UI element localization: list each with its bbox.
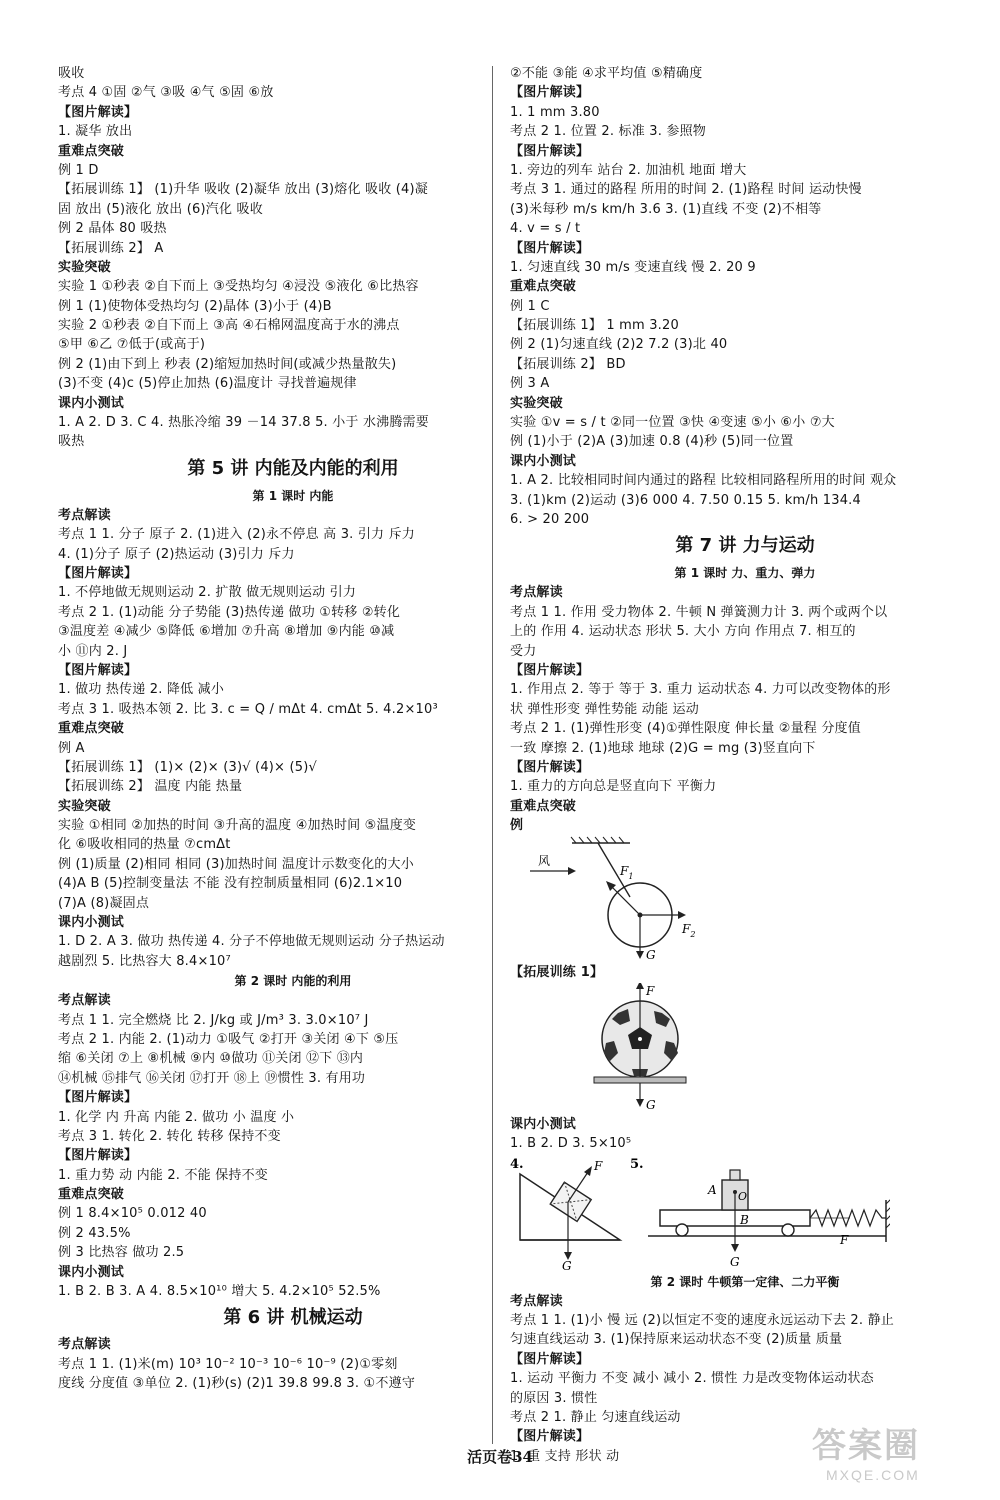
answer-line: 考点 3 1. 吸热本领 2. 比 3. c = Q / mΔt 4. cmΔt 5. 4.2×10³ xyxy=(58,701,438,717)
watermark-title: 答案圈 xyxy=(812,1427,920,1465)
answer-line: 例 2 (1)由下到上 秒表 (2)缩短加热时间(或减少热量散失) xyxy=(58,356,397,372)
lesson-subtitle: 第 2 课时 内能的利用 xyxy=(234,974,352,989)
answer-line: 3. (1)km (2)运动 (3)6 000 4. 7.50 0.15 5. km/h 134.4 xyxy=(510,492,861,508)
section-heading: 【图片解读】 xyxy=(510,662,590,678)
answer-line: 1. A 2. 比较相同时间内通过的路程 比较相同路程所用的时间 观众 xyxy=(510,473,897,489)
answer-line: 匀速直线运动 3. (1)保持原来运动状态不变 (2)质量 质量 xyxy=(510,1332,843,1348)
section-heading: 考点解读 xyxy=(510,585,563,601)
q5-number: 5. xyxy=(630,1156,644,1172)
answer-line: 【拓展训练 1】 (1)升华 吸收 (2)凝华 放出 (3)熔化 吸收 (4)凝 xyxy=(58,182,428,198)
answer-line: 1. 运动 平衡力 不变 减小 减小 2. 惯性 力是改变物体运动状态 xyxy=(510,1371,874,1387)
answer-line: (4)A B (5)控制变量法 不能 没有控制质量相同 (6)2.1×10 xyxy=(58,876,403,892)
answer-line: 1. B 2. B 3. A 4. 8.5×10¹⁰ 增大 5. 4.2×10⁵ 52.5% xyxy=(58,1284,381,1300)
section-heading: 【图片解读】 xyxy=(510,143,590,159)
f1-label: $F_1$ xyxy=(620,864,634,882)
answer-line: 吸热 xyxy=(58,434,85,450)
answer-line: 实验 1 ①秒表 ②自下而上 ③受热均匀 ④浸没 ⑤液化 ⑥比热容 xyxy=(58,279,419,295)
answer-line: 越剧烈 5. 比热容大 8.4×10⁷ xyxy=(58,953,231,969)
answer-line: 小 ⑪内 2. J xyxy=(58,643,128,659)
section-heading: 课内小测试 xyxy=(58,1264,125,1280)
q5-o-label: O xyxy=(738,1189,748,1203)
answer-line: 考点 2 1. (1)动能 分子势能 (3)热传递 做功 ①转移 ②转化 xyxy=(58,604,401,620)
answer-line: 例 1 D xyxy=(58,162,99,178)
section-heading: 课内小测试 xyxy=(58,915,125,931)
answer-line: 考点 1 1. 完全燃烧 比 2. J/kg 或 J/m³ 3. 3.0×10⁷ J xyxy=(58,1012,369,1028)
answer-line: 例 2 晶体 80 吸热 xyxy=(58,221,167,237)
answer-line: 考点 3 1. 通过的路程 所用的时间 2. (1)路程 时间 运动快慢 xyxy=(510,182,862,198)
section-heading: 【图片解读】 xyxy=(58,565,138,581)
answer-line: 考点 2 1. (1)弹性形变 (4)①弹性限度 伸长量 ②量程 分度值 xyxy=(510,721,861,737)
answer-line: 例 2 (1)匀速直线 (2)2 7.2 (3)北 40 xyxy=(510,337,728,353)
lecture-title: 第 5 讲 内能及内能的利用 xyxy=(187,457,399,479)
incline-cart-diagram xyxy=(510,1154,890,1272)
wind-label: 风 xyxy=(538,854,551,869)
answer-line: 1. 匀速直线 30 m/s 变速直线 慢 2. 20 9 xyxy=(510,259,756,275)
section-heading: 实验突破 xyxy=(58,798,111,814)
answer-line: 【拓展训练 2】 A xyxy=(58,240,164,256)
f2-label: $F_2$ xyxy=(682,922,696,940)
lesson-subtitle: 第 1 课时 力、重力、弹力 xyxy=(674,566,816,581)
ball-g-label: G xyxy=(646,1097,656,1112)
answer-line: (3)不变 (4)c (5)停止加热 (6)温度计 寻找普遍规律 xyxy=(58,376,357,392)
section-heading: 考点解读 xyxy=(58,507,111,523)
answer-line: 考点 1 1. (1)米(m) 10³ 10⁻² 10⁻³ 10⁻⁶ 10⁻⁹ (2)①零刻 xyxy=(58,1356,398,1372)
section-heading: 【图片解读】 xyxy=(510,85,590,101)
answer-line: 【拓展训练 1】 1 mm 3.20 xyxy=(510,318,679,334)
answer-line: 例 (1)小于 (2)A (3)加速 0.8 (4)秒 (5)同一位置 xyxy=(510,434,794,450)
answer-line: 1. 1 mm 3.80 xyxy=(510,104,600,120)
answer-line: 例 1 C xyxy=(510,298,550,314)
answer-line: 例 3 比热容 做功 2.5 xyxy=(58,1245,185,1261)
answer-line: 考点 2 1. 位置 2. 标准 3. 参照物 xyxy=(510,124,707,140)
section-heading: 例 xyxy=(510,818,524,834)
answer-line: 状 弹性形变 弹性势能 动能 运动 xyxy=(510,701,699,717)
section-heading: 重难点突破 xyxy=(510,798,577,814)
answer-line: 考点 1 1. 作用 受力物体 2. 牛顿 N 弹簧测力计 3. 两个或两个以 xyxy=(510,604,888,620)
page-footer: 活页卷34 xyxy=(467,1448,533,1466)
section-heading: 重难点突破 xyxy=(58,1187,125,1203)
answer-line: 4. (1)分子 原子 (2)热运动 (3)引力 斥力 xyxy=(58,546,295,562)
section-heading: 【图片解读】 xyxy=(58,1148,138,1164)
figure-q4-q5 xyxy=(510,1154,980,1272)
answer-line: 例 A xyxy=(58,740,85,756)
left-column xyxy=(58,64,528,1394)
answer-line: 1. 凝华 放出 xyxy=(58,124,133,140)
lecture-title: 第 7 讲 力与运动 xyxy=(675,535,815,557)
answer-line: 考点 1 1. (1)小 慢 远 (2)以恒定不变的速度永远运动下去 2. 静止 xyxy=(510,1313,894,1329)
section-heading: 【图片解读】 xyxy=(510,1351,590,1367)
answer-line: (3)米每秒 m/s km/h 3.6 3. (1)直线 不变 (2)不相等 xyxy=(510,201,822,217)
soccer-ball-diagram xyxy=(510,983,730,1115)
answer-line: 例 1 (1)使物体受热均匀 (2)晶体 (3)小于 (4)B xyxy=(58,298,332,314)
answer-line: 1. 旁边的列车 站台 2. 加油机 地面 增大 xyxy=(510,162,747,178)
answer-line: ⑤甲 ⑥乙 ⑦低于(或高于) xyxy=(58,337,206,353)
answer-line: 1. 化学 内 升高 内能 2. 做功 小 温度 小 xyxy=(58,1109,295,1125)
answer-line: 例 2 43.5% xyxy=(58,1225,131,1241)
figure-soccer-ball xyxy=(510,983,980,1115)
answer-line: 一致 摩擦 2. (1)地球 地球 (2)G = mg (3)竖直向下 xyxy=(510,740,816,756)
lecture-title: 第 6 讲 机械运动 xyxy=(223,1307,363,1329)
answer-line: 1. 做功 热传递 2. 降低 减小 xyxy=(58,682,225,698)
answer-line: 缩 ⑥关闭 ⑦上 ⑧机械 ⑨内 ⑩做功 ⑪关闭 ⑫下 ⑬内 xyxy=(58,1051,364,1067)
q5-g-label: G xyxy=(730,1254,740,1269)
q5-b-label: B xyxy=(740,1212,749,1227)
q5-f-label: F xyxy=(840,1232,849,1247)
section-heading: 重难点突破 xyxy=(58,721,125,737)
section-heading: 【图片解读】 xyxy=(510,240,590,256)
answer-line: 【拓展训练 2】 BD xyxy=(510,356,626,372)
answer-line: 度线 分度值 ③单位 2. (1)秒(s) (2)1 39.8 99.8 3. ①不遵守 xyxy=(58,1376,416,1392)
answer-line: ③温度差 ④减少 ⑤降低 ⑥增加 ⑦升高 ⑧增加 ⑨内能 ⑩减 xyxy=(58,624,395,640)
answer-line: 考点 4 ①固 ②气 ③吸 ④气 ⑤固 ⑥放 xyxy=(58,85,274,101)
answer-line: 受力 xyxy=(510,643,537,659)
answer-line: 例 1 8.4×10⁵ 0.012 40 xyxy=(58,1206,207,1222)
section-heading: 重难点突破 xyxy=(510,279,577,295)
section-heading: 实验突破 xyxy=(510,395,563,411)
section-heading: 【图片解读】 xyxy=(58,104,138,120)
answer-line: 6. > 20 200 xyxy=(510,511,590,527)
q4-f-label: F xyxy=(594,1158,603,1173)
answer-line: 例 3 A xyxy=(510,376,550,392)
answer-line: 考点 2 1. 静止 匀速直线运动 xyxy=(510,1409,681,1425)
section-heading: 【图片解读】 xyxy=(58,1090,138,1106)
g-label: G xyxy=(646,948,656,963)
answer-line: 1. 重力势 动 内能 2. 不能 保持不变 xyxy=(58,1167,269,1183)
answer-line: 固 放出 (5)液化 放出 (6)汽化 吸收 xyxy=(58,201,263,217)
section-heading: 考点解读 xyxy=(58,1337,111,1353)
right-top-block xyxy=(510,64,980,835)
answer-line: 实验 ①v = s / t ②同一位置 ③快 ④变速 ⑤小 ⑥小 ⑦大 xyxy=(510,415,835,431)
answer-line: 实验 2 ①秒表 ②自下而上 ③高 ④石棉网温度高于水的沸点 xyxy=(58,318,400,334)
lesson-subtitle: 第 2 课时 牛顿第一定律、二力平衡 xyxy=(650,1274,840,1289)
section-heading: 考点解读 xyxy=(510,1293,563,1309)
answer-line: 【拓展训练 2】 温度 内能 热量 xyxy=(58,779,243,795)
q4-g-label: G xyxy=(562,1258,572,1272)
answer-line: 例 (1)质量 (2)相同 相同 (3)加热时间 温度计示数变化的大小 xyxy=(58,856,414,872)
answer-line: 4. v = s / t xyxy=(510,221,581,237)
section-heading: 课内小测试 xyxy=(510,1116,577,1132)
section-heading: 【拓展训练 1】 xyxy=(510,965,604,981)
section-heading: 【图片解读】 xyxy=(58,662,138,678)
answer-line: 化 ⑥吸收相同的热量 ⑦cmΔt xyxy=(58,837,231,853)
section-heading: 课内小测试 xyxy=(510,453,577,469)
answer-line: 1. 作用点 2. 等于 等于 3. 重力 运动状态 4. 力可以改变物体的形 xyxy=(510,682,891,698)
answer-line: 吸收 xyxy=(58,66,85,81)
answer-line: 实验 ①相同 ②加热的时间 ③升高的温度 ④加热时间 ⑤温度变 xyxy=(58,818,417,834)
figure-wind-ball xyxy=(510,835,980,963)
answer-line: 上的 作用 4. 运动状态 形状 5. 大小 方向 作用点 7. 相互的 xyxy=(510,624,856,640)
watermark-url: MXQE.COM xyxy=(826,1467,920,1483)
wind-ball-diagram xyxy=(510,835,730,963)
section-heading: 考点解读 xyxy=(58,993,111,1009)
ball-f-label: F xyxy=(646,983,655,998)
lesson-subtitle: 第 1 课时 内能 xyxy=(252,488,334,503)
answer-line: 1. 不停地做无规则运动 2. 扩散 做无规则运动 引力 xyxy=(58,585,357,601)
right-mid-block-a xyxy=(510,963,980,982)
answer-line: 1. D 2. A 3. 做功 热传递 4. 分子不停地做无规则运动 分子热运动 xyxy=(58,934,445,950)
section-heading: 课内小测试 xyxy=(58,395,125,411)
right-column xyxy=(510,64,980,1466)
answer-line: 1. B 2. D 3. 5×10⁵ xyxy=(510,1136,632,1152)
section-heading: 实验突破 xyxy=(58,259,111,275)
answer-line: 考点 2 1. 内能 2. (1)动力 ①吸气 ②打开 ③关闭 ④下 ⑤压 xyxy=(58,1031,399,1047)
section-heading: 【图片解读】 xyxy=(510,1429,590,1445)
answer-line: ⑭机械 ⑮排气 ⑯关闭 ⑰打开 ⑱上 ⑲惯性 3. 有用功 xyxy=(58,1070,366,1086)
answer-line: 1. 重 支持 形状 动 xyxy=(510,1448,620,1464)
section-heading: 【图片解读】 xyxy=(510,759,590,775)
answer-line: ②不能 ③能 ④求平均值 ⑤精确度 xyxy=(510,66,703,81)
right-mid-block-b xyxy=(510,1115,980,1154)
answer-line: 的原因 3. 惯性 xyxy=(510,1390,598,1406)
section-heading: 重难点突破 xyxy=(58,143,125,159)
q5-a-label: A xyxy=(708,1182,717,1197)
answer-line: 1. 重力的方向总是竖直向下 平衡力 xyxy=(510,779,717,795)
answer-line: (7)A (8)凝固点 xyxy=(58,895,150,911)
watermark xyxy=(812,1418,982,1488)
answer-line: 考点 1 1. 分子 原子 2. (1)进入 (2)永不停息 高 3. 引力 斥力 xyxy=(58,527,415,543)
answer-line: 考点 3 1. 转化 2. 转化 转移 保持不变 xyxy=(58,1128,281,1144)
column-divider xyxy=(492,66,493,1444)
q4-number: 4. xyxy=(510,1156,524,1172)
answer-line: 1. A 2. D 3. C 4. 热胀冷缩 39 －14 37.8 5. 小于 水沸腾需要 xyxy=(58,415,429,431)
answer-line: 【拓展训练 1】 (1)× (2)× (3)√ (4)× (5)√ xyxy=(58,759,317,775)
